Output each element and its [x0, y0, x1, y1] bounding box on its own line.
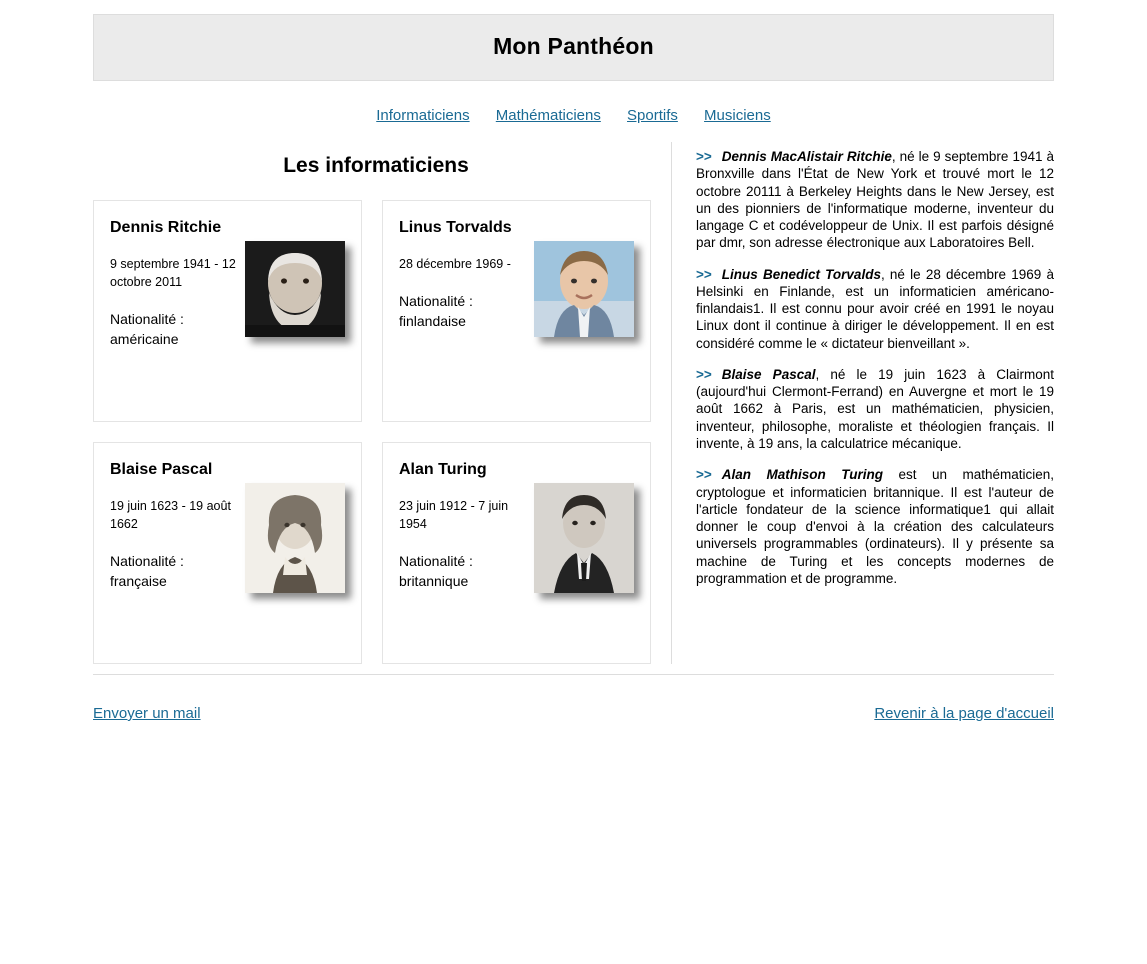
- portrait-alan-turing: [534, 483, 634, 593]
- card-nationality: Nationalité : américaine: [110, 310, 184, 348]
- page-container: [93, 0, 1054, 722]
- bio-linus-torvalds: [696, 266, 1054, 352]
- card-name: Blaise Pascal: [110, 461, 213, 478]
- card-photo-wrap: [238, 217, 345, 407]
- card-name: Dennis Ritchie: [110, 219, 222, 236]
- card-dates: 9 septembre 1941 - 12 octobre 2011: [110, 256, 236, 289]
- card-nationality: Nationalité : finlandaise: [399, 292, 473, 330]
- section-title: Les informaticiens: [283, 154, 469, 177]
- bio-marker-icon: >>: [696, 366, 712, 382]
- bio-person-name: Alan Mathison Turing: [721, 467, 883, 483]
- card-grid: [93, 200, 659, 664]
- site-header: [93, 14, 1054, 81]
- cards-column: [93, 142, 671, 664]
- bio-dennis-ritchie: [696, 148, 1054, 252]
- bios-column: [671, 142, 1054, 664]
- bio-alan-turing: [696, 466, 1054, 587]
- card-text: [399, 217, 527, 407]
- nav-item-sportifs[interactable]: Sportifs: [627, 107, 678, 124]
- home-link[interactable]: Revenir à la page d'accueil: [874, 705, 1054, 722]
- nav-item-musiciens[interactable]: Musiciens: [704, 107, 771, 124]
- bio-marker-icon: >>: [696, 266, 712, 282]
- card-dates: 28 décembre 1969 -: [399, 256, 511, 271]
- card-dates: 19 juin 1623 - 19 août 1662: [110, 498, 231, 531]
- card-name: Alan Turing: [399, 461, 487, 478]
- bio-blaise-pascal: [696, 366, 1054, 452]
- portrait-dennis-ritchie: [245, 241, 345, 337]
- bio-person-name: Blaise Pascal: [721, 366, 816, 382]
- portrait-linus-torvalds: [534, 241, 634, 337]
- send-mail-link[interactable]: Envoyer un mail: [93, 705, 201, 722]
- main-nav: [93, 81, 1054, 142]
- nav-item-mathematiciens[interactable]: Mathématiciens: [495, 107, 601, 124]
- person-card-alan-turing[interactable]: [382, 442, 651, 664]
- site-footer: [93, 675, 1054, 722]
- person-card-linus-torvalds[interactable]: [382, 200, 651, 422]
- nav-item-informaticiens[interactable]: Informaticiens: [376, 107, 470, 124]
- card-text: [110, 459, 238, 649]
- card-photo-wrap: [527, 217, 634, 407]
- bio-marker-icon: >>: [696, 467, 712, 483]
- bio-text: est un mathématicien, cryptologue et informaticien britannique. Il est l'auteur de l'article fondateur de la science informatique1 qui allait donner le coup d'envoi à la création des calculateurs universels programmables (ordinateurs). Il y présente sa machine de Turing et les concepts modernes de programmation et de programme.: [696, 467, 1055, 586]
- card-name: Linus Torvalds: [399, 219, 512, 236]
- bio-person-name: Dennis MacAlistair Ritchie: [721, 149, 892, 164]
- person-card-blaise-pascal[interactable]: [93, 442, 362, 664]
- card-text: [399, 459, 527, 649]
- card-dates: 23 juin 1912 - 7 juin 1954: [399, 498, 509, 531]
- page-title: Mon Panthéon: [493, 33, 654, 59]
- bio-text: , né le 9 septembre 1941 à Bronxville dans l'État de New York et trouvé mort le 12 octobre 20111 à Berkeley Heights dans le New Jersey, est un des pionniers de l'informatique moderne, inventeur du langage C et codéveloppeur de Unix. Il est parfois désigné par dmr, son adresse électronique aux Laboratoires Bell.: [696, 149, 1054, 251]
- bio-text: , né le 19 juin 1623 à Clairmont (aujourd'hui Clermont-Ferrand) en Auvergne et mort le 19 août 1662 à Paris, est un mathématicien, physicien, inventeur, philosophe, moraliste et théologien français. Il invente, à 19 ans, la calculatrice mécanique.: [696, 366, 1054, 451]
- content-area: [93, 142, 1054, 675]
- portrait-blaise-pascal: [245, 483, 345, 593]
- card-text: [110, 217, 238, 407]
- bio-person-name: Linus Benedict Torvalds: [721, 266, 881, 282]
- card-photo-wrap: [527, 459, 634, 649]
- bio-text: , né le 28 décembre 1969 à Helsinki en Finlande, est un informaticien américano-finlandais1. Il est connu pour avoir créé en 1991 le noyau Linux dont il continue à diriger le développement. Il en est considéré comme le « dictateur bienveillant ».: [696, 266, 1054, 351]
- card-photo-wrap: [238, 459, 345, 649]
- person-card-dennis-ritchie[interactable]: [93, 200, 362, 422]
- card-nationality: Nationalité : française: [110, 552, 184, 590]
- card-nationality: Nationalité : britannique: [399, 552, 473, 590]
- bio-marker-icon: >>: [696, 149, 712, 164]
